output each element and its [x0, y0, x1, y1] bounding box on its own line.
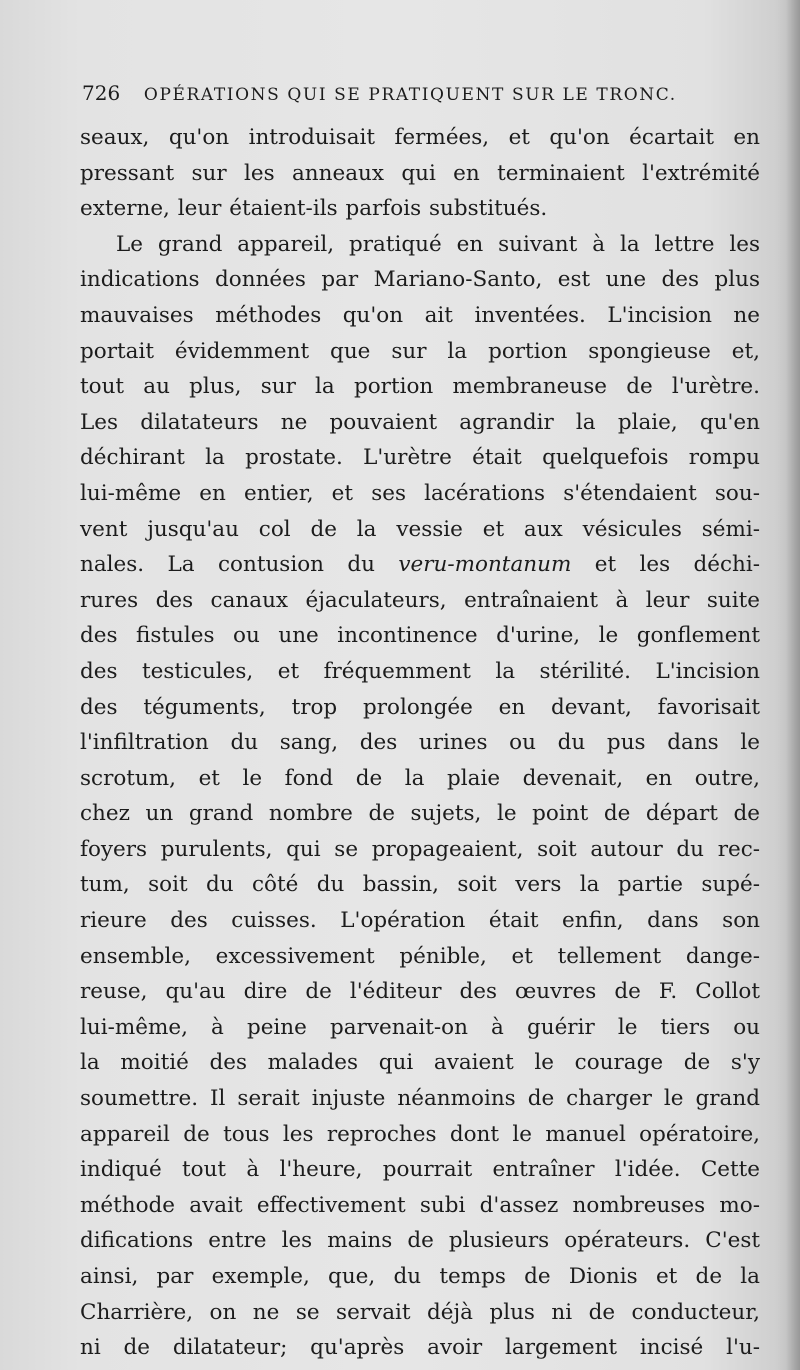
- text-line: la moitié des malades qui avaient le courage de s'y: [80, 1050, 760, 1076]
- text-line: soumettre. Il serait injuste néanmoins de charger le grand: [80, 1086, 760, 1112]
- text-line: rures des canaux éjaculateurs, entraînaient à leur suite: [80, 587, 760, 613]
- text-line: chez un grand nombre de sujets, le point de départ de: [80, 801, 760, 827]
- text-line: [80, 547, 760, 583]
- text-line: appareil de tous les reproches dont le manuel opératoire,: [80, 1121, 760, 1147]
- page-edge-shadow: [786, 0, 800, 1370]
- text-line: foyers purulents, qui se propageaient, soit autour du rec-: [80, 836, 760, 862]
- text-line: difications entre les mains de plusieurs opérateurs. C'est: [80, 1228, 760, 1254]
- text-line: reuse, qu'au dire de l'éditeur des œuvres de F. Collot: [80, 979, 760, 1005]
- text-line: scrotum, et le fond de la plaie devenait, en outre,: [80, 765, 760, 791]
- text-line: des testicules, et fréquemment la stérilité. L'incision: [80, 658, 760, 684]
- text-segment: et les déchi-: [571, 552, 761, 578]
- italic-term: veru-montanum: [398, 552, 572, 578]
- text-line: mauvaises méthodes qu'on ait inventées. L'incision ne: [80, 302, 760, 328]
- text-line: vent jusqu'au col de la vessie et aux vésicules sémi-: [80, 516, 760, 542]
- body-text: [80, 120, 760, 1366]
- running-head-title: OPÉRATIONS QUI SE PRATIQUENT SUR LE TRONC.: [143, 85, 677, 105]
- text-line: ensemble, excessivement pénible, et tellement dange-: [80, 943, 760, 969]
- text-line: Le grand appareil, pratiqué en suivant à la lettre les: [116, 231, 760, 257]
- text-line: lui-même en entier, et ses lacérations s'étendaient sou-: [80, 480, 760, 506]
- text-line: tout au plus, sur la portion membraneuse de l'urètre.: [80, 374, 760, 400]
- text-line: indiqué tout à l'heure, pourrait entraîner l'idée. Cette: [80, 1157, 760, 1183]
- running-head: [82, 76, 722, 110]
- text-line: tum, soit du côté du bassin, soit vers la partie supé-: [80, 872, 760, 898]
- text-line: méthode avait effectivement subi d'assez nombreuses mo-: [80, 1192, 760, 1218]
- text-line: portait évidemment que sur la portion spongieuse et,: [80, 338, 760, 364]
- text-line: ni de dilatateur; qu'après avoir largement incisé l'u-: [80, 1335, 760, 1361]
- text-line: externe, leur étaient-ils parfois substitués.: [80, 196, 548, 222]
- text-line: l'infiltration du sang, des urines ou du pus dans le: [80, 730, 760, 756]
- text-line: ainsi, par exemple, que, du temps de Dionis et de la: [80, 1264, 760, 1289]
- page-number: 726: [82, 81, 121, 105]
- text-line: lui-même, à peine parvenait-on à guérir le tiers ou: [80, 1014, 760, 1040]
- text-line: Les dilatateurs ne pouvaient agrandir la plaie, qu'en: [80, 409, 760, 435]
- text-line: des fistules ou une incontinence d'urine, le gonflement: [80, 623, 760, 649]
- text-line: seaux, qu'on introduisait fermées, et qu'on écartait en: [80, 125, 760, 150]
- text-line: déchirant la prostate. L'urètre était quelquefois rompu: [80, 445, 760, 471]
- text-line: rieure des cuisses. L'opération était enfin, dans son: [80, 908, 760, 934]
- text-line: pressant sur les anneaux qui en terminaient l'extrémité: [80, 160, 760, 186]
- text-segment: nales. La contusion du: [80, 552, 399, 578]
- text-line: des téguments, trop prolongée en devant, favorisait: [80, 694, 760, 720]
- text-line: indications données par Mariano-Santo, est une des plus: [80, 267, 760, 293]
- text-line: Charrière, on ne se servait déjà plus ni de conducteur,: [80, 1299, 760, 1325]
